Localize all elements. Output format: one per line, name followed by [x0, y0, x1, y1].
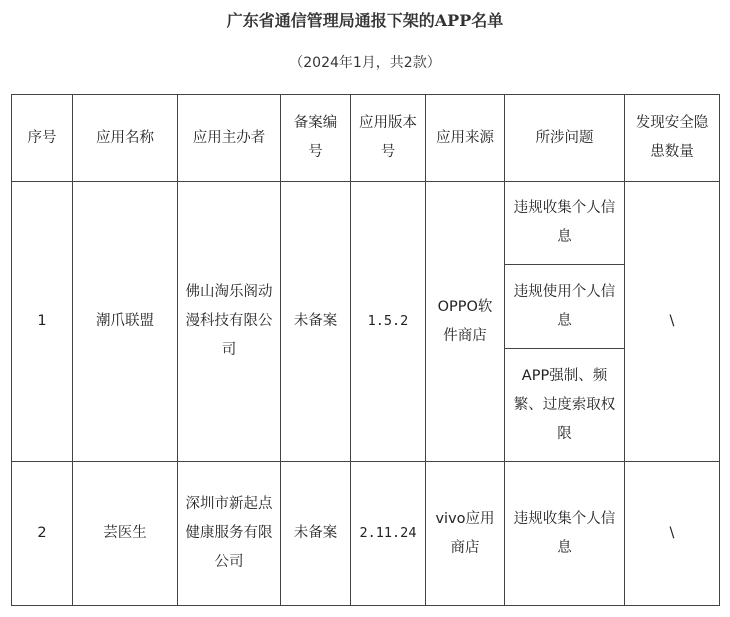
app-list-table	[11, 94, 720, 606]
header-source: 应用来源	[426, 95, 505, 182]
header-index: 序号	[12, 95, 73, 182]
row-version: 1.5.2	[351, 182, 426, 462]
row-filing: 未备案	[281, 182, 351, 462]
row-index: 2	[12, 462, 73, 606]
row-owner: 佛山淘乐阁动漫科技有限公司	[178, 182, 281, 462]
row-filing: 未备案	[281, 462, 351, 606]
row-issue: APP强制、频繁、过度索取权限	[505, 349, 625, 462]
row-version: 2.11.24	[351, 462, 426, 606]
row-index: 1	[12, 182, 73, 462]
row-source: OPPO软件商店	[426, 182, 505, 462]
page-subtitle: （2024年1月，共2款）	[289, 55, 441, 71]
header-issues: 所涉问题	[505, 95, 625, 182]
row-app-name: 潮爪联盟	[73, 182, 178, 462]
table-row	[12, 182, 720, 265]
row-source: vivo应用商店	[426, 462, 505, 606]
row-issue: 违规收集个人信息	[505, 182, 625, 265]
table-header-row	[12, 95, 720, 182]
header-filing: 备案编号	[281, 95, 351, 182]
header-risk-count: 发现安全隐患数量	[625, 95, 720, 182]
table-row	[12, 462, 720, 606]
row-owner: 深圳市新起点健康服务有限公司	[178, 462, 281, 606]
header-version: 应用版本号	[351, 95, 426, 182]
page-title: 广东省通信管理局通报下架的APP名单	[226, 11, 504, 30]
row-app-name: 芸医生	[73, 462, 178, 606]
row-issue: 违规收集个人信息	[505, 462, 625, 606]
header-app-name: 应用名称	[73, 95, 178, 182]
header-owner: 应用主办者	[178, 95, 281, 182]
row-risk-count: \	[625, 182, 720, 462]
row-risk-count: \	[625, 462, 720, 606]
row-issue: 违规使用个人信息	[505, 265, 625, 349]
